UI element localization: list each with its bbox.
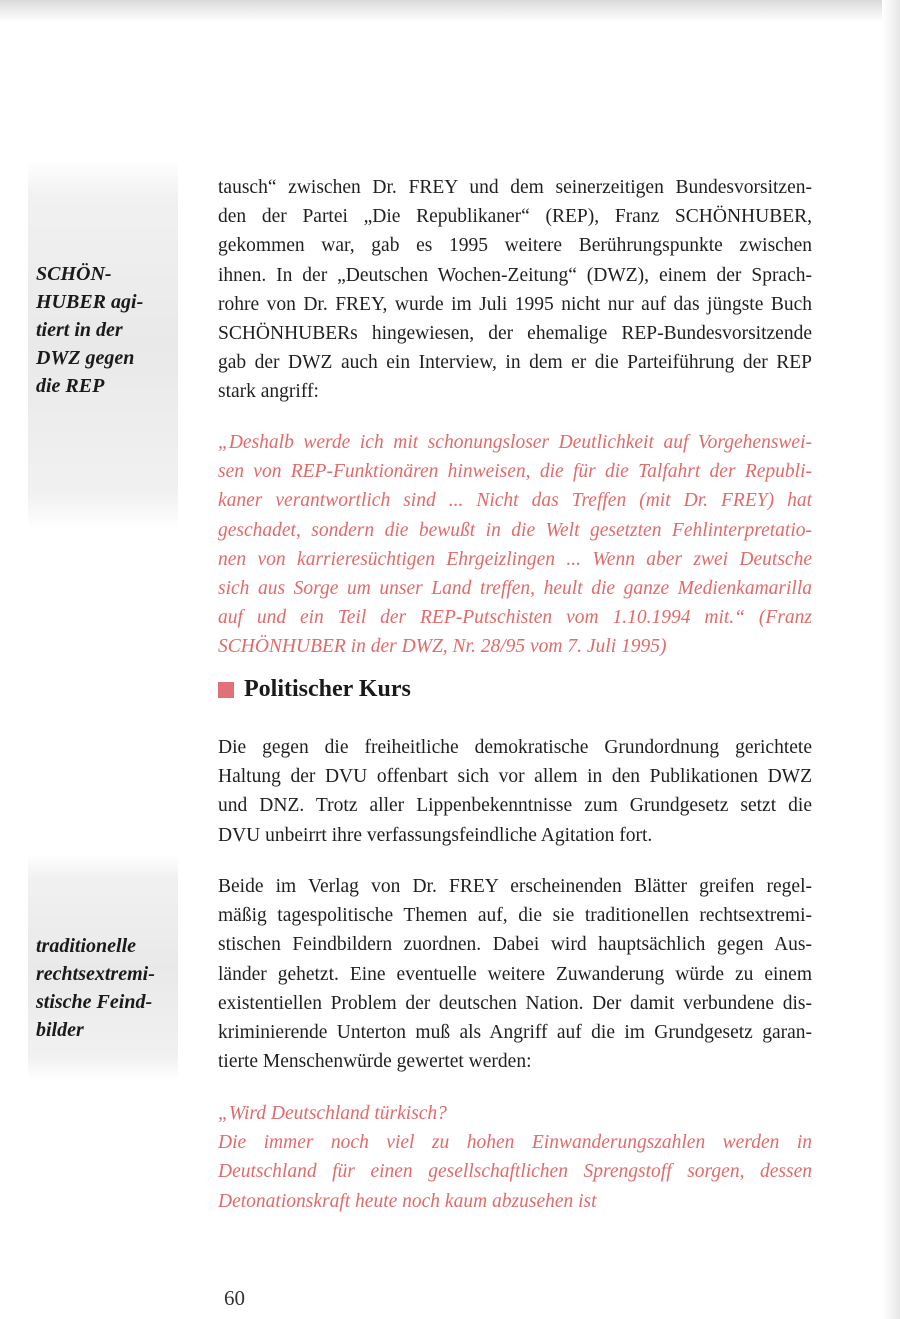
sidenote-line: traditionelle bbox=[36, 935, 136, 957]
text-line: und DNZ. Trotz aller Lippenbekenntnisse zum Grundgesetz setzt die bbox=[218, 795, 812, 817]
text-line: mäßig tagespolitische Themen auf, die sie traditionellen rechtsextremi- bbox=[218, 905, 812, 927]
sidenote-line: SCHÖN- bbox=[36, 263, 112, 285]
text-line: stark angriff: bbox=[218, 381, 319, 403]
sidenote-feindbilder bbox=[36, 932, 176, 1044]
text-line: kriminierende Unterton muß als Angriff auf die im Grundgesetz garan- bbox=[218, 1022, 812, 1044]
paragraph-3 bbox=[218, 872, 812, 1076]
scan-top-shadow bbox=[0, 0, 900, 22]
sidenote-line: tiert in der bbox=[36, 319, 123, 341]
paragraph-1 bbox=[218, 173, 812, 407]
text-line: gekommen war, gab es 1995 weitere Berührungspunkte zwischen bbox=[218, 235, 812, 257]
scan-right-shadow bbox=[882, 0, 900, 1319]
heading-bullet-icon bbox=[218, 682, 234, 698]
text-line: rohre von Dr. FREY, wurde im Juli 1995 nicht nur auf das jüngste Buch bbox=[218, 293, 812, 315]
quote-line: nen von karrieresüchtigen Ehrgeizlingen ... Wenn aber zwei Deutsche bbox=[218, 548, 812, 570]
sidenote-line: die REP bbox=[36, 375, 105, 397]
page-number: 60 bbox=[224, 1286, 245, 1310]
text-line: Haltung der DVU offenbart sich vor allem in den Publikationen DWZ bbox=[218, 766, 812, 788]
sidenote-line: rechtsextremi- bbox=[36, 963, 155, 985]
text-line: Die gegen die freiheitliche demokratische Grundordnung gerichtete bbox=[218, 737, 812, 758]
text-line: existentiellen Problem der deutschen Nation. Der damit verbundene dis- bbox=[218, 992, 812, 1014]
quote-line: kaner verantwortlich sind ... Nicht das Treffen (mit Dr. FREY) hat bbox=[218, 490, 812, 512]
text-line: ihnen. In der „Deutschen Wochen-Zeitung“ (DWZ), einem der Sprach- bbox=[218, 264, 812, 286]
sidenote-line: bilder bbox=[36, 1019, 84, 1041]
text-line: tausch“ zwischen Dr. FREY und dem seinerzeitigen Bundesvorsitzen- bbox=[218, 177, 812, 198]
section-heading bbox=[218, 676, 411, 703]
text-line: DVU unbeirrt ihre verfassungsfeindliche Agitation fort. bbox=[218, 824, 653, 846]
quote-line: Die immer noch viel zu hohen Einwanderungszahlen werden in bbox=[218, 1132, 812, 1154]
quote-line: Deutschland für einen gesellschaftlichen Sprengstoff sorgen, dessen bbox=[218, 1161, 812, 1183]
text-line: stischen Feindbildern zuordnen. Dabei wird hauptsächlich gegen Aus- bbox=[218, 934, 812, 956]
quote-line: „Wird Deutschland türkisch? bbox=[218, 1103, 447, 1124]
quote-line: geschadet, sondern die bewußt in die Welt gesetzten Fehlinterpretatio- bbox=[218, 519, 812, 541]
sidenote-line: stische Feind- bbox=[36, 991, 153, 1013]
quote-line: auf und ein Teil der REP-Putschisten vom 1.10.1994 mit.“ (Franz bbox=[218, 607, 812, 629]
sidenote-schoenhuber bbox=[36, 260, 176, 400]
quote-line: Detonationskraft heute noch kaum abzusehen ist bbox=[218, 1190, 597, 1212]
text-line: SCHÖNHUBERs hingewiesen, der ehemalige REP-Bundesvorsitzende bbox=[218, 323, 812, 345]
paragraph-2 bbox=[218, 733, 812, 850]
text-line: länder gehetzt. Eine eventuelle weitere Zuwanderung würde zu einem bbox=[218, 963, 812, 985]
text-line: Beide im Verlag von Dr. FREY erscheinenden Blätter greifen regel- bbox=[218, 876, 812, 897]
quote-line: SCHÖNHUBER in der DWZ, Nr. 28/95 vom 7. Juli 1995) bbox=[218, 636, 667, 658]
quote-tuerkisch bbox=[218, 1099, 812, 1216]
quote-schoenhuber bbox=[218, 428, 812, 662]
quote-line: sich aus Sorge um unser Land treffen, heult die ganze Medienkamarilla bbox=[218, 578, 812, 600]
quote-line: „Deshalb werde ich mit schonungsloser Deutlichkeit auf Vorgehenswei- bbox=[218, 432, 812, 453]
text-line: den der Partei „Die Republikaner“ (REP), Franz SCHÖNHUBER, bbox=[218, 206, 812, 228]
text-line: tierte Menschenwürde gewertet werden: bbox=[218, 1051, 532, 1073]
section-heading-text: Politischer Kurs bbox=[244, 676, 411, 702]
quote-line: sen von REP-Funktionären hinweisen, die für die Talfahrt der Republi- bbox=[218, 461, 812, 483]
sidenote-line: DWZ gegen bbox=[36, 347, 135, 369]
sidenote-line: HUBER agi- bbox=[36, 291, 144, 313]
text-line: gab der DWZ auch ein Interview, in dem er die Parteiführung der REP bbox=[218, 352, 812, 374]
